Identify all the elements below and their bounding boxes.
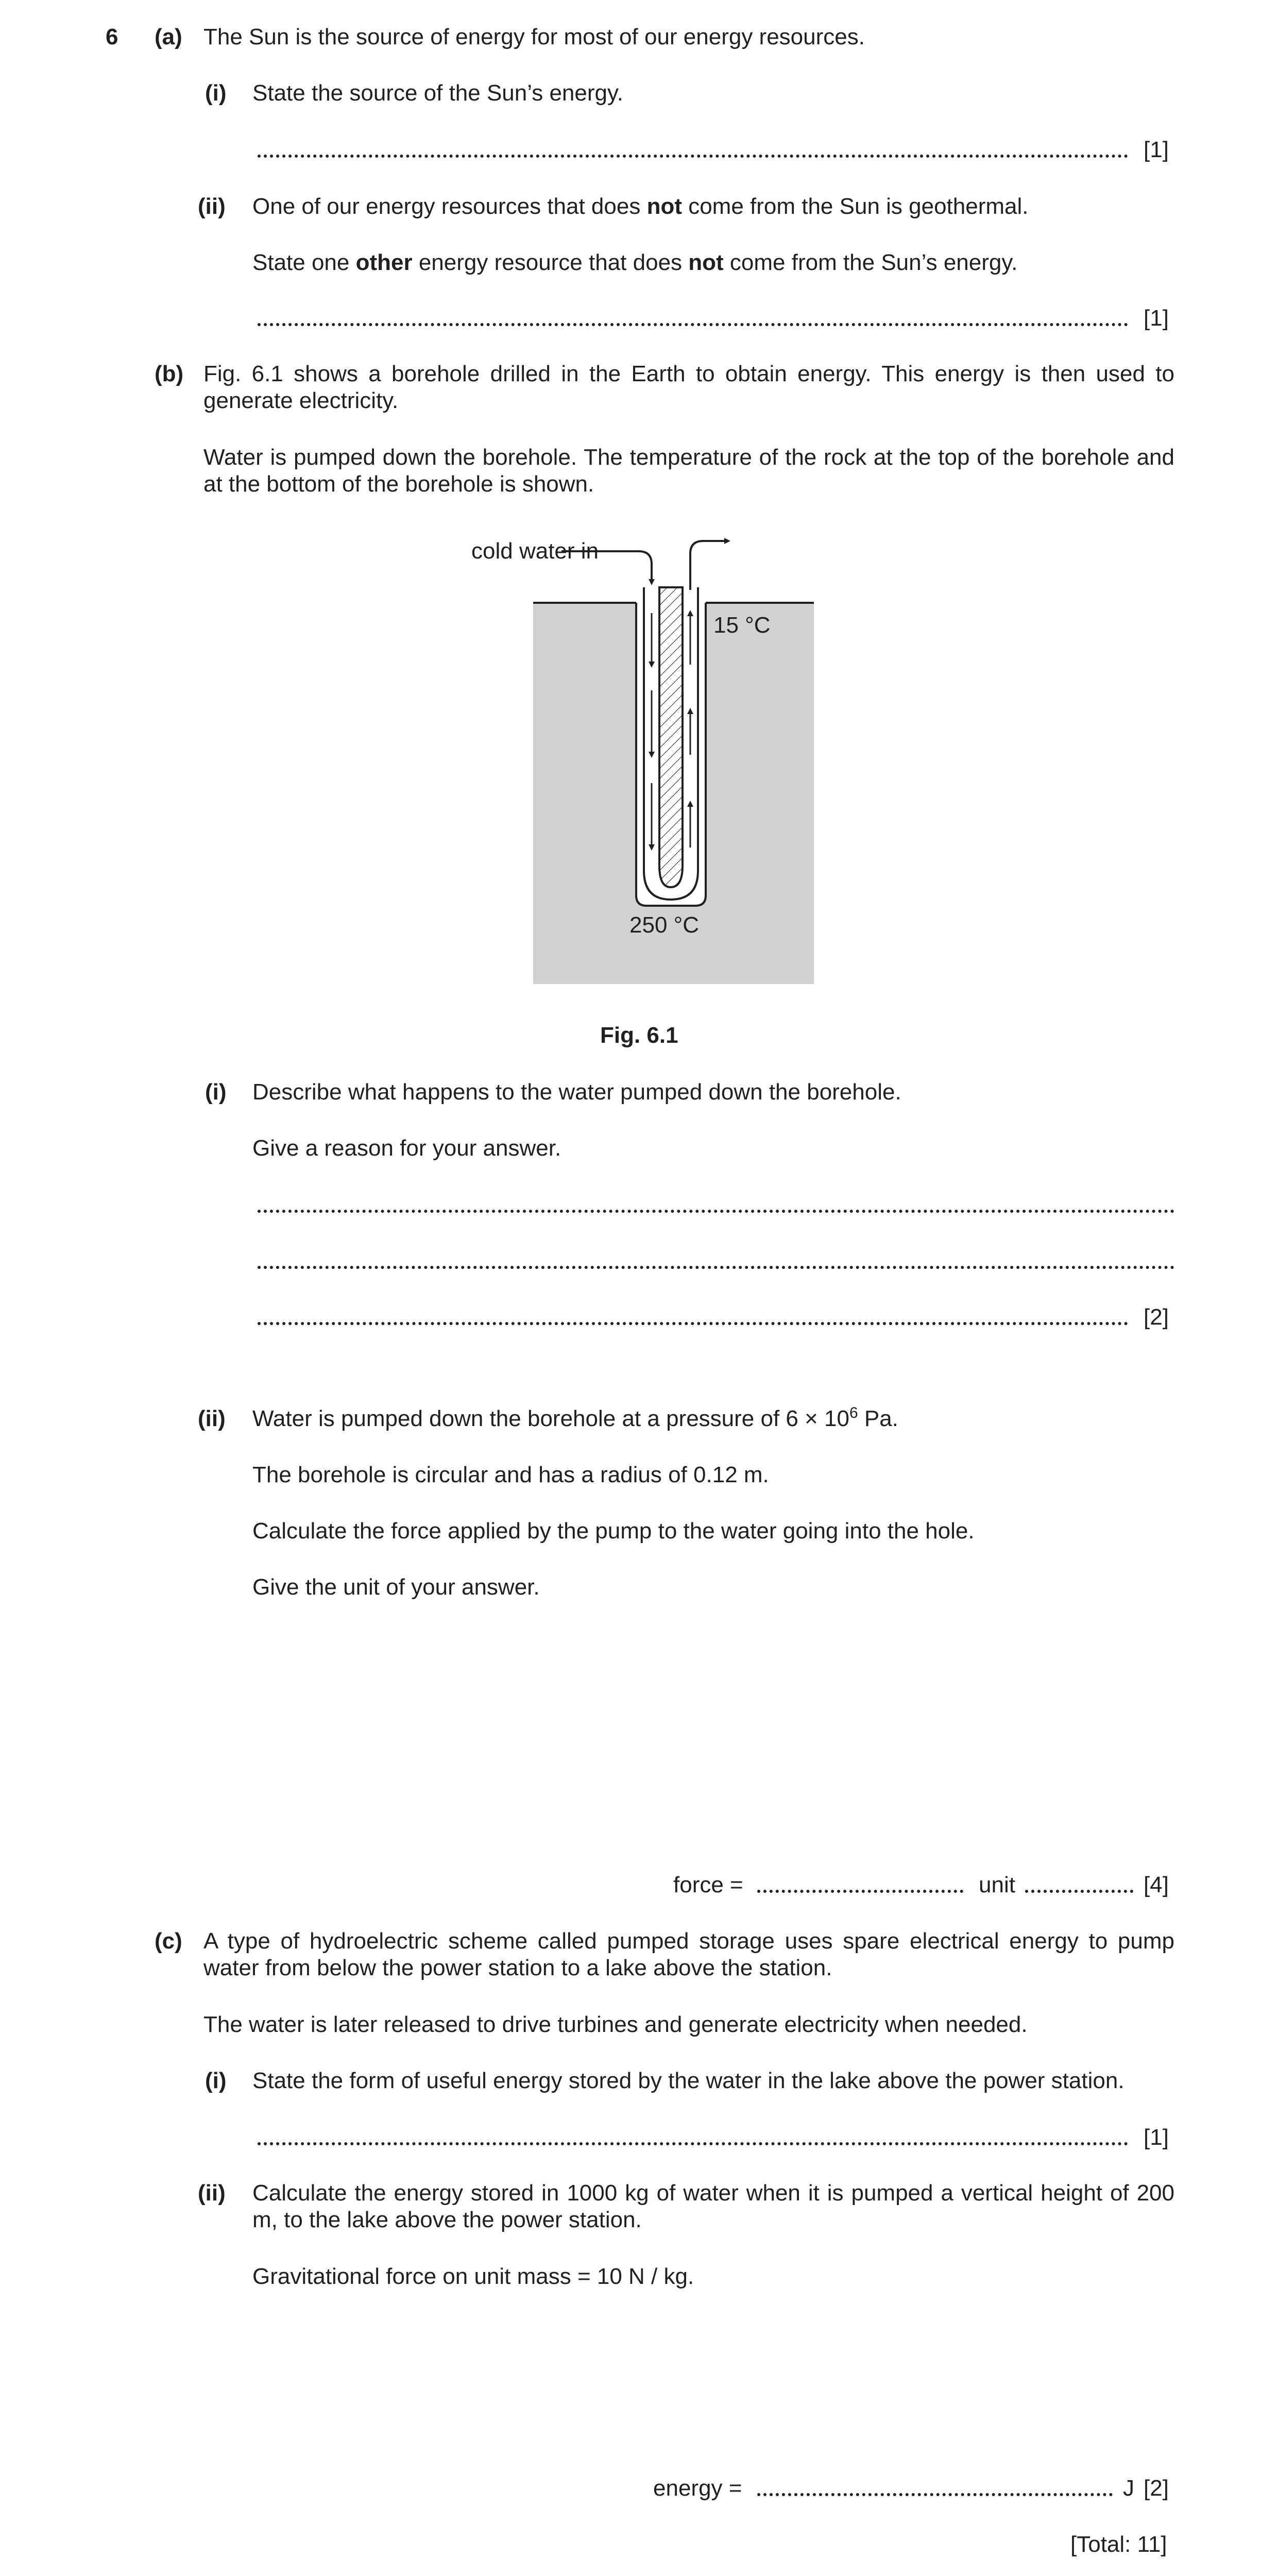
part-a-ii-line2 (252, 249, 1017, 276)
part-b-ii-line1-pre: Water is pumped down the borehole at a pressure of 6 × 10 (252, 1406, 849, 1431)
part-c-para1: A type of hydroelectric scheme called pumped storage uses spare electrical energy to pump water from below the power station to a lake above the station. (203, 1928, 1174, 1980)
part-b-ii-label: (ii) (198, 1406, 226, 1431)
label-cold-water-in: cold water in (471, 538, 599, 564)
answer-line-c-i[interactable] (258, 2142, 1128, 2145)
borehole-diagram (464, 526, 834, 999)
part-c-ii-text2: Gravitational force on unit mass = 10 N / kg. (252, 2264, 694, 2289)
energy-answer-label: energy = (653, 2476, 742, 2501)
mark-b-i: [2] (1144, 1304, 1169, 1330)
part-a-ii-line1-bold: not (646, 194, 682, 219)
part-c-ii-text: Calculate the energy stored in 1000 kg of water when it is pumped a vertical height of 200 m, to the lake above the power station. (252, 2180, 1174, 2232)
mark-a-ii: [1] (1144, 306, 1169, 331)
mark-a-i: [1] (1144, 137, 1169, 162)
answer-line-a-ii[interactable] (258, 323, 1128, 326)
part-a-ii-line2-post: come from the Sun’s energy. (723, 250, 1018, 275)
part-a-i-label: (i) (205, 80, 227, 106)
part-c-label: (c) (155, 1928, 182, 1954)
part-b-para2: Water is pumped down the borehole. The temperature of the rock at the top of the borehole and at the bottom of the borehole is shown. (203, 445, 1174, 497)
part-b-i-text2: Give a reason for your answer. (252, 1136, 561, 1161)
part-b-label: (b) (155, 361, 184, 386)
part-a-ii-line2-bold1: other (355, 250, 413, 275)
force-answer-label: force = (673, 1872, 743, 1897)
part-b-ii-line4: Give the unit of your answer. (252, 1574, 540, 1600)
part-a-ii-line1 (252, 193, 1029, 220)
figure-caption: Fig. 6.1 (600, 1023, 678, 1048)
mark-c-ii: [2] (1144, 2476, 1169, 2501)
question-number: 6 (106, 24, 118, 49)
part-a-ii-line2-bold2: not (688, 250, 724, 275)
answer-line-b-i-2[interactable] (258, 1266, 1174, 1269)
part-c-i-label: (i) (205, 2068, 227, 2093)
part-b-ii-line1-sup: 6 (849, 1404, 858, 1421)
part-a-ii-line1-pre: One of our energy resources that does (252, 194, 647, 219)
part-b-i-text: Describe what happens to the water pumped down the borehole. (252, 1079, 901, 1105)
outlet-arrow (690, 541, 727, 590)
mark-b-ii: [4] (1144, 1872, 1169, 1897)
part-a-text: The Sun is the source of energy for most of our energy resources. (203, 24, 865, 49)
part-b-para1: Fig. 6.1 shows a borehole drilled in the Earth to obtain energy. This energy is then used to generate electricity. (203, 361, 1174, 413)
unit-answer-line[interactable] (1025, 1890, 1133, 1893)
force-answer-line[interactable] (757, 1890, 963, 1893)
part-b-ii-line2: The borehole is circular and has a radius of 0.12 m. (252, 1462, 769, 1487)
borehole-figure (464, 526, 834, 1006)
part-b-ii-line3: Calculate the force applied by the pump to the water going into the hole. (252, 1518, 975, 1544)
energy-answer-line[interactable] (757, 2493, 1113, 2496)
answer-line-b-i-3[interactable] (258, 1322, 1128, 1325)
answer-line-b-i-1[interactable] (258, 1210, 1174, 1213)
part-a-label: (a) (155, 24, 182, 49)
part-a-ii-line2-mid: energy resource that does (412, 250, 689, 275)
part-c-i-text: State the form of useful energy stored by the water in the lake above the power station. (252, 2068, 1124, 2093)
mark-c-i: [1] (1144, 2125, 1169, 2150)
unit-answer-label: unit (979, 1872, 1015, 1897)
part-a-ii-line1-post: come from the Sun is geothermal. (681, 194, 1029, 219)
part-c-para2: The water is later released to drive turbines and generate electricity when needed. (203, 2012, 1028, 2037)
part-a-ii-line2-pre: State one (252, 250, 356, 275)
part-b-i-label: (i) (205, 1079, 227, 1105)
label-temp-top: 15 °C (713, 613, 771, 638)
label-temp-bottom: 250 °C (629, 912, 700, 938)
total-marks: [Total: 11] (1070, 2532, 1167, 2557)
part-a-ii-label: (ii) (198, 194, 226, 219)
pipe-divider (659, 587, 683, 887)
energy-unit: J (1123, 2476, 1134, 2501)
part-c-ii-label: (ii) (198, 2180, 226, 2206)
part-a-i-text: State the source of the Sun’s energy. (252, 80, 623, 106)
part-b-ii-line1 (252, 1405, 898, 1432)
part-b-ii-line1-post: Pa. (858, 1406, 898, 1431)
answer-line-a-i[interactable] (258, 155, 1128, 158)
